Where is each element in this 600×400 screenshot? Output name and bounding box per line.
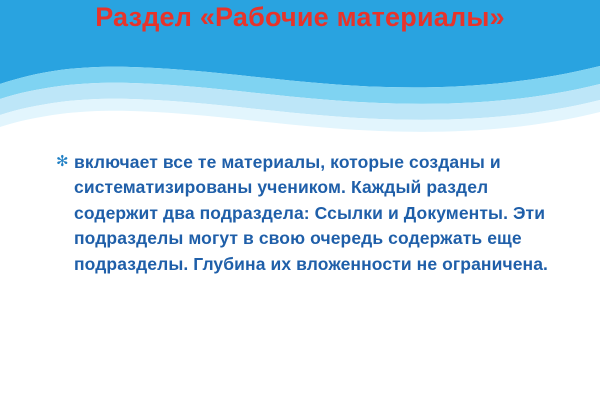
asterisk-bullet-icon: ✻ <box>56 153 69 170</box>
slide-body-text: включает все те материалы, которые созданы и систематизированы учеником. Каждый раздел содержит два подраздела: Ссылки и Документы. Эти подразделы могут в свою очередь содержать еще подразделы. Глубина их вложенности не ограничена. <box>74 152 549 274</box>
slide-title: Раздел «Рабочие материалы» <box>95 2 505 32</box>
slide-body-block <box>56 150 556 277</box>
